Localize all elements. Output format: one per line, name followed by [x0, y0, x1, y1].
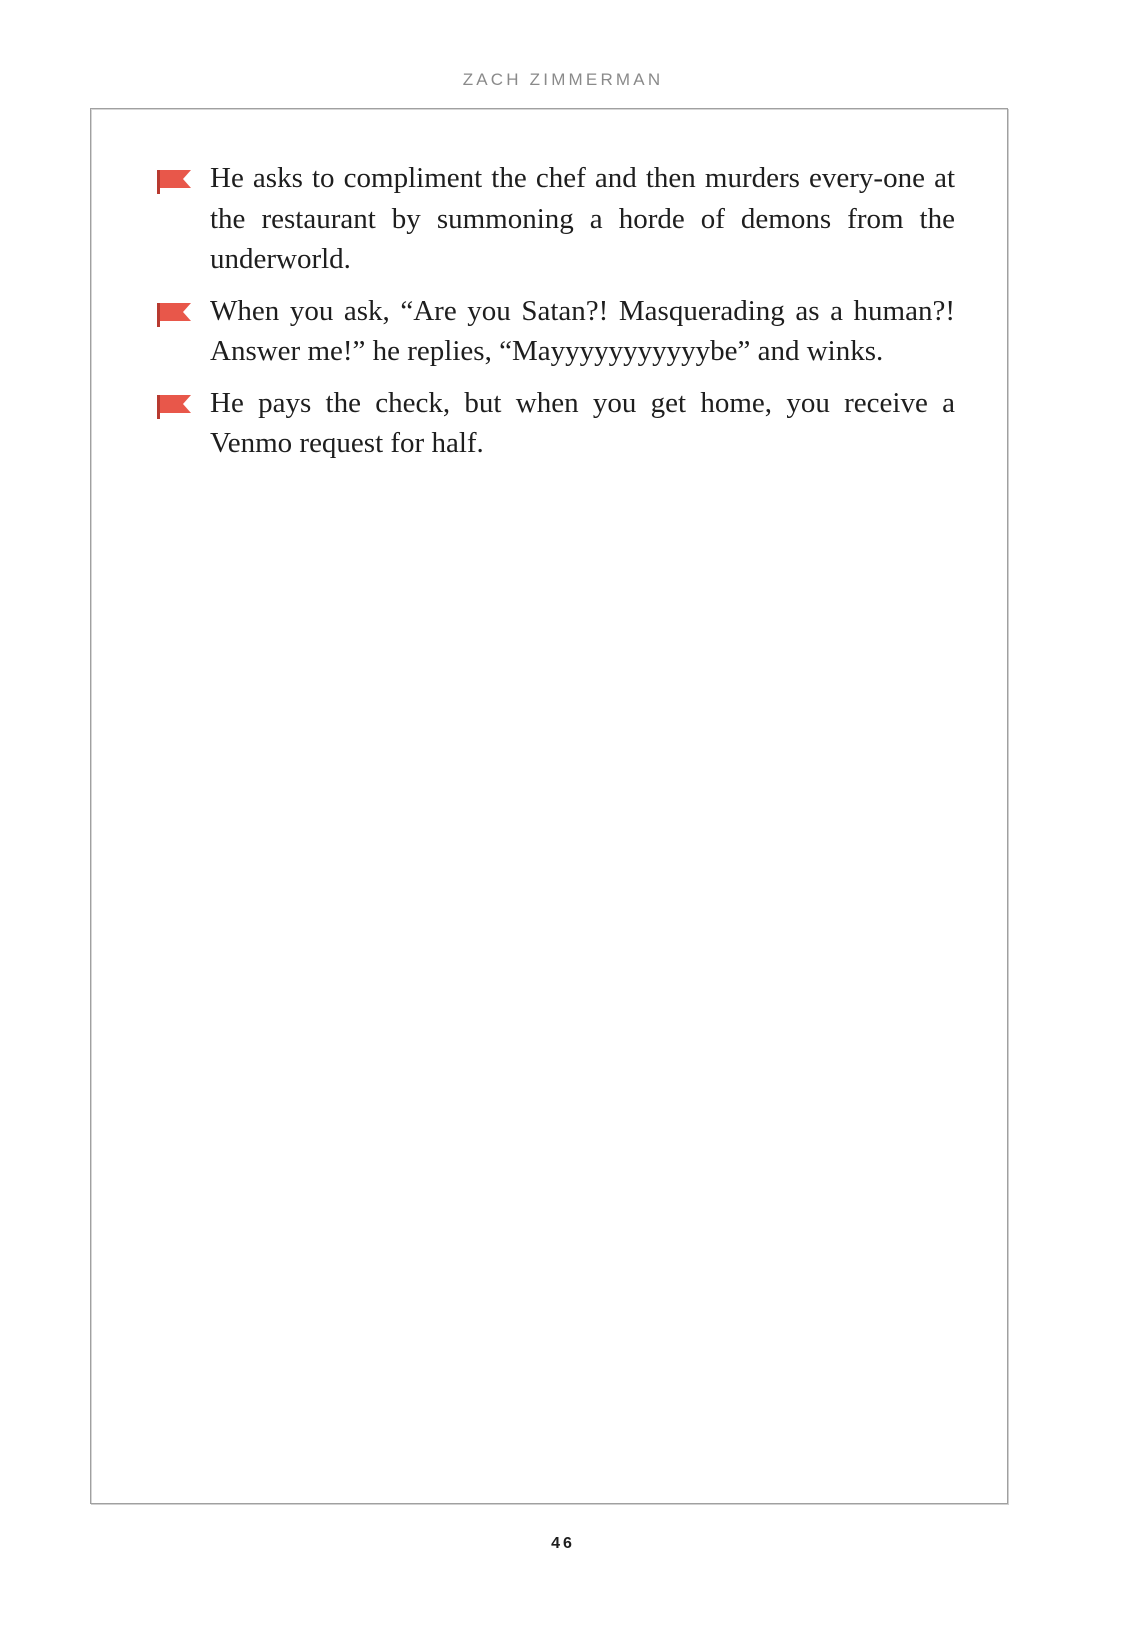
red-flag-icon — [157, 395, 191, 419]
running-head: ZACH ZIMMERMAN — [462, 70, 664, 89]
red-flag-list — [155, 158, 955, 475]
list-item-text: He asks to compliment the chef and then murders every-one at the restaurant by summoning a horde of demons from the underworld. — [210, 162, 955, 275]
list-item-text: When you ask, “Are you Satan?! Masquerading as a human?! Answer me!” he replies, “Mayyyyyyyyyyybe” and winks. — [210, 294, 955, 367]
list-item — [155, 383, 955, 464]
red-flag-icon — [157, 303, 191, 327]
page-number: 46 — [551, 1535, 575, 1552]
red-flag-icon — [157, 170, 191, 194]
list-item — [155, 291, 955, 372]
list-item — [155, 158, 955, 280]
list-item-text: He pays the check, but when you get home, you receive a Venmo request for half. — [210, 386, 955, 459]
